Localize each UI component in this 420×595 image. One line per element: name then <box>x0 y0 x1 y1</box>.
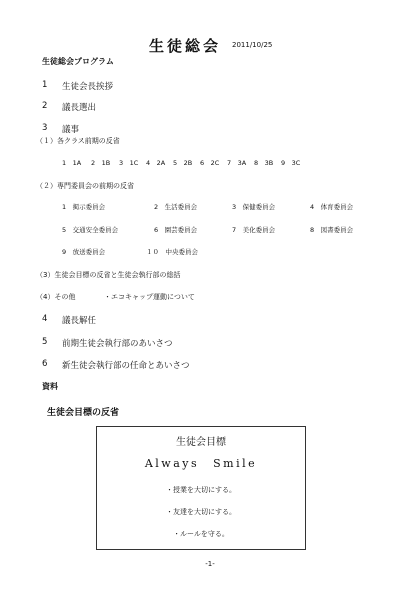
item-number: 4 <box>42 314 48 324</box>
class-entry: 6 2C <box>200 159 220 167</box>
class-entry: 2 1B <box>91 159 111 167</box>
item-number: 6 <box>42 359 48 369</box>
committee-entry: 9 放送委員会 <box>62 248 106 256</box>
agenda-sub-1: （１）各クラス前期の反省 <box>36 137 120 145</box>
item-text: 新生徒会執行部の任命とあいさつ <box>62 361 190 371</box>
committee-entry: 6 園芸委員会 <box>154 226 198 234</box>
item-text: 生徒会長挨拶 <box>62 82 114 92</box>
committee-entry: 8 図書委員会 <box>310 226 354 234</box>
committee-entry: 4 体育委員会 <box>310 203 354 211</box>
goal-line: ・友達を大切にする。 <box>166 508 236 516</box>
item-text: 前期生徒会執行部のあいさつ <box>62 339 173 349</box>
committee-entry: 1 掲示委員会 <box>62 203 106 211</box>
item-number: 1 <box>42 80 48 90</box>
class-entry: 3 1C <box>119 159 139 167</box>
committee-entry: １０ 中央委員会 <box>146 248 198 256</box>
goal-box <box>96 426 306 550</box>
item-number: 2 <box>42 101 48 111</box>
class-entry: 1 1A <box>62 159 82 167</box>
class-entry: 9 3C <box>281 159 301 167</box>
agenda-sub-4-text: ・エコキャップ運動について <box>104 293 195 301</box>
goal-line: ・授業を大切にする。 <box>166 486 236 494</box>
goal-title: 生徒会目標 <box>176 437 226 448</box>
committee-entry: 2 生活委員会 <box>154 203 198 211</box>
document-date: 2011/10/25 <box>232 41 273 49</box>
resources-subheading: 生徒会目標の反省 <box>47 408 120 418</box>
goal-line: ・ルールを守る。 <box>173 530 229 538</box>
item-text: 議長解任 <box>62 316 97 326</box>
agenda-sub-2: （２）専門委員会の前期の反省 <box>36 182 134 190</box>
page-number: -1- <box>205 560 215 568</box>
document-title: 生徒総会 <box>149 37 222 55</box>
agenda-sub-4-label: （4）その他 <box>36 293 76 301</box>
item-number: 3 <box>42 123 48 133</box>
item-number: 5 <box>42 337 48 347</box>
class-entry: 7 3A <box>227 159 247 167</box>
committee-entry: 3 保健委員会 <box>232 203 276 211</box>
goal-slogan: Always Smile <box>144 457 258 470</box>
item-text: 議事 <box>62 125 80 135</box>
class-entry: 8 3B <box>254 159 274 167</box>
program-heading: 生徒総会プログラム <box>42 57 114 66</box>
class-entry: 5 2B <box>173 159 193 167</box>
committee-entry: 5 交通安全委員会 <box>62 226 119 234</box>
item-text: 議長選出 <box>62 103 97 113</box>
resources-heading: 資料 <box>42 382 58 391</box>
class-entry: 4 2A <box>146 159 166 167</box>
committee-entry: 7 美化委員会 <box>232 226 276 234</box>
agenda-sub-3: （3）生徒会目標の反省と生徒会執行部の総括 <box>36 271 181 279</box>
